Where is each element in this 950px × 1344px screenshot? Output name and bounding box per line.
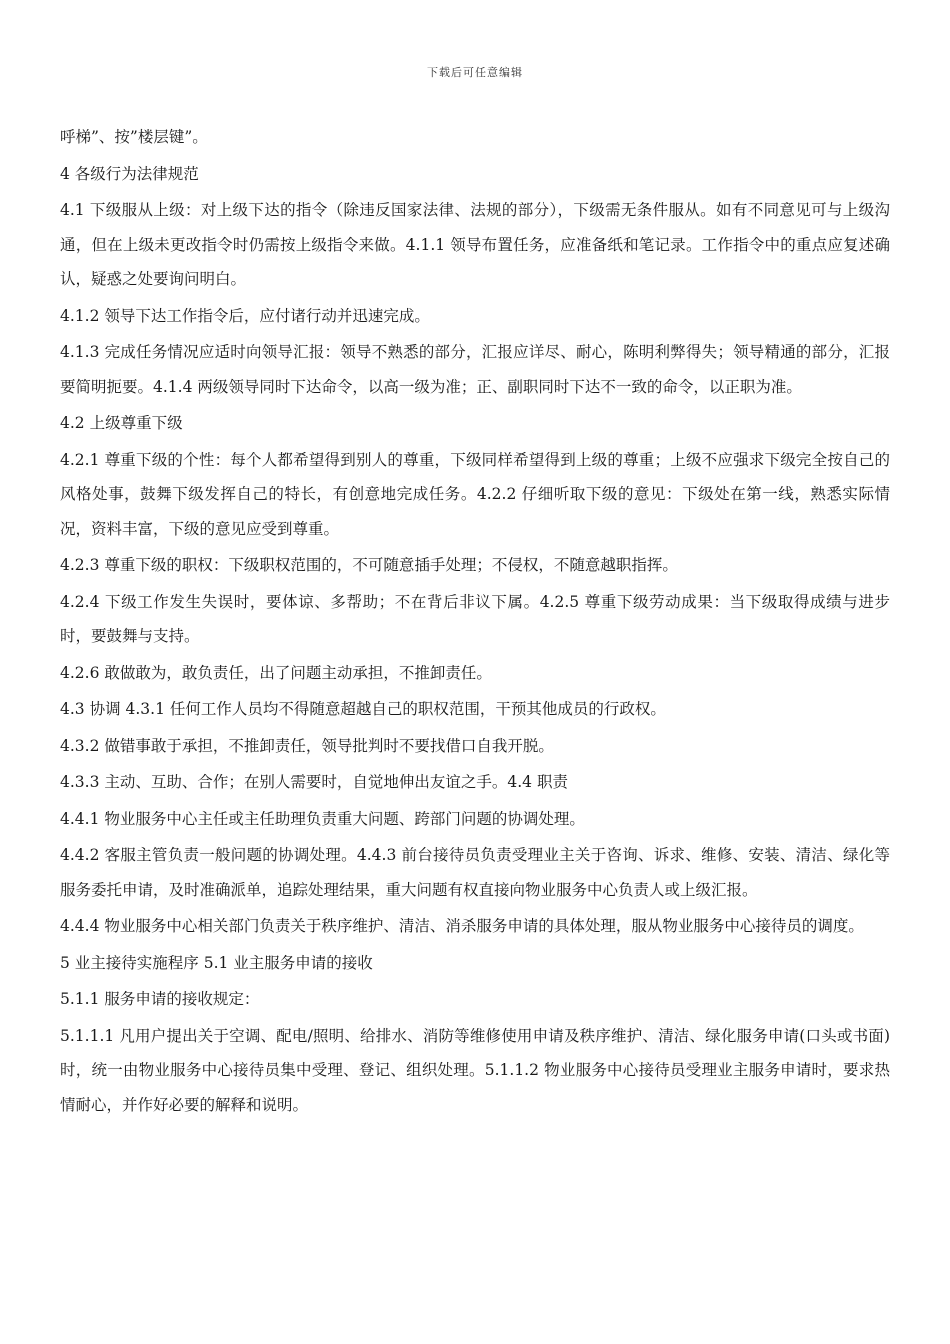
section-heading: 4 各级行为法律规范 — [60, 164, 199, 183]
paragraph: 4.1.3 完成任务情况应适时向领导汇报：领导不熟悉的部分，汇报应详尽、耐心，陈明利弊得失；领导精通的部分，汇报要简明扼要。4.1.4 两级领导同时下达命令，以高一级为准；正、副职同时下达不一致的命令，以正职为准。 — [60, 343, 890, 396]
section-heading: 5 业主接待实施程序 5.1 业主服务申请的接收 — [60, 953, 373, 972]
page-header: 下载后可任意编辑 — [427, 66, 523, 79]
paragraph: 4.2.4 下级工作发生失误时，要体谅、多帮助；不在背后非议下属。4.2.5 尊重下级劳动成果：当下级取得成绩与进步时，要鼓舞与支持。 — [60, 592, 890, 645]
paragraph: 4.2.3 尊重下级的职权：下级职权范围的，不可随意插手处理；不侵权，不随意越职指挥。 — [60, 556, 678, 574]
paragraph: 4.3.3 主动、互助、合作；在别人需要时，自觉地伸出友谊之手。4.4 职责 — [60, 773, 568, 791]
paragraph: 4.4.2 客服主管负责一般问题的协调处理。4.4.3 前台接待员负责受理业主关于咨询、诉求、维修、安装、清洁、绿化等服务委托申请，及时准确派单，追踪处理结果，重大问题有权直接向物业服务中心负责人或上级汇报。 — [60, 846, 890, 899]
paragraph: 4.1.2 领导下达工作指令后，应付诸行动并迅速完成。 — [60, 306, 430, 325]
paragraph: 5.1.1.1 凡用户提出关于空调、配电/照明、给排水、消防等维修使用申请及秩序维护、清洁、绿化服务申请(口头或书面)时，统一由物业服务中心接待员集中受理、登记、组织处理。5.1.1.2 物业服务中心接待员受理业主服务申请时，要求热情耐心，并作好必要的解释和说明。 — [60, 1026, 890, 1114]
paragraph: 4.4.1 物业服务中心主任或主任助理负责重大问题、跨部门问题的协调处理。 — [60, 809, 585, 828]
paragraph: 4.4.4 物业服务中心相关部门负责关于秩序维护、清洁、消杀服务申请的具体处理，服从物业服务中心接待员的调度。 — [60, 917, 864, 935]
paragraph: 5.1.1 服务申请的接收规定： — [60, 990, 260, 1008]
paragraph: 呼梯”、按”楼层键”。 — [60, 128, 208, 146]
paragraph: 4.3.2 做错事敢于承担，不推卸责任，领导批判时不要找借口自我开脱。 — [60, 736, 554, 755]
paragraph: 4.3 协调 4.3.1 任何工作人员均不得随意超越自己的职权范围，干预其他成员的行政权。 — [60, 700, 666, 718]
document-body — [60, 120, 890, 1124]
paragraph: 4.2.6 敢做敢为，敢负责任，出了问题主动承担，不推卸责任。 — [60, 663, 492, 682]
paragraph: 4.2.1 尊重下级的个性：每个人都希望得到别人的尊重，下级同样希望得到上级的尊重；上级不应强求下级完全按自己的风格处事，鼓舞下级发挥自己的特长，有创意地完成任务。4.2.2 仔细听取下级的意见：下级处在第一线，熟悉实际情况，资料丰富，下级的意见应受到尊重。 — [60, 450, 890, 538]
section-heading: 4.2 上级尊重下级 — [60, 414, 183, 432]
paragraph: 4.1 下级服从上级：对上级下达的指令（除违反国家法律、法规的部分），下级需无条件服从。如有不同意见可与上级沟通，但在上级未更改指令时仍需按上级指令来做。4.1.1 领导布置任务，应准备纸和笔记录。工作指令中的重点应复述确认，疑惑之处要询问明白。 — [60, 201, 890, 288]
